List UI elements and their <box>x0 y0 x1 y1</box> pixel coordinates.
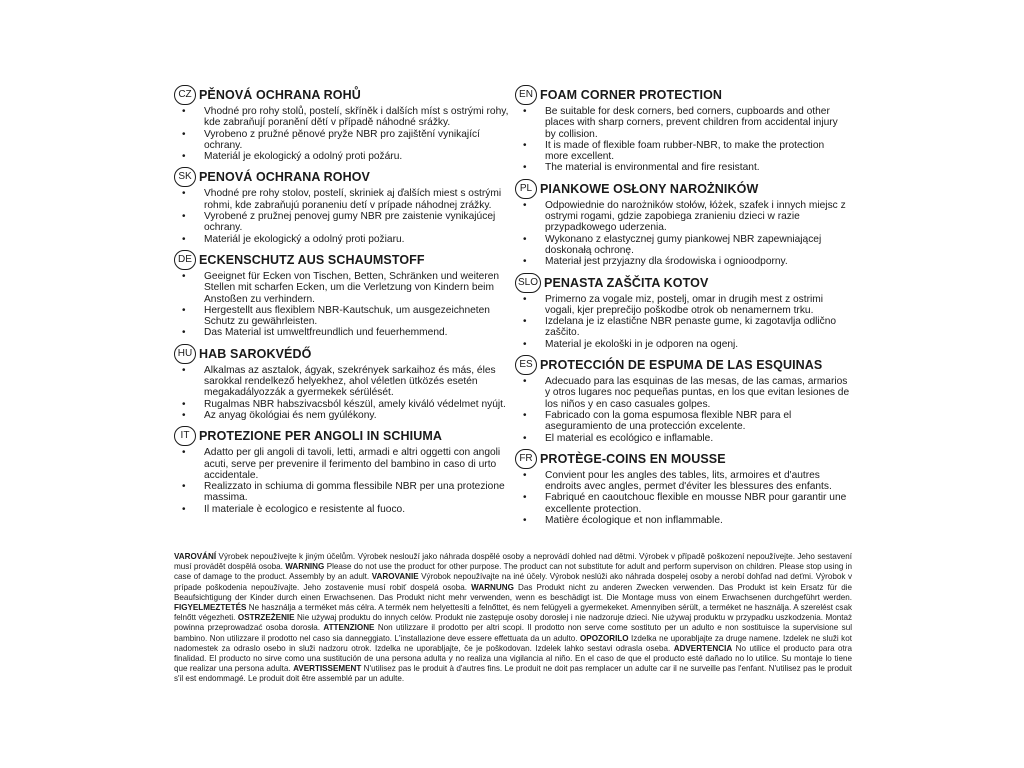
bullet-item: • Hergestellt aus flexiblem NBR-Kautschuk, um ausgezeichneten Schutz zu gewährleisten. <box>174 305 509 328</box>
bullet-item: • Matière écologique et non inflammable. <box>515 515 850 526</box>
warning-paragraph <box>174 552 852 685</box>
warning-label: OSTRZEŻENIE <box>237 613 295 623</box>
warning-text: Non utilizzare il prodotto per altri scopi. Il prodotto non serve come sostituto per un adulto e non sostituisce la supervisione sul bambino. Non utilizzare il prodotto nel caso sia danneggiato. L'installazione deve essere effettuata da un adulto. <box>174 623 852 643</box>
warning-label: ADVERTENCIA <box>673 643 733 653</box>
section-title: PENOVÁ OCHRANA ROHOV <box>199 170 370 185</box>
bullet-item: • Odpowiednie do narożników stołów, łóżek, szafek i innych miejsc z ostrymi rogami, gdzie zapobiega zranieniu dzieci w razie przypadkowego uderzenia. <box>515 200 850 234</box>
bullet-item: • Rugalmas NBR habszivacsból készül, amely kiváló védelmet nyújt. <box>174 399 509 410</box>
section-it <box>174 425 509 515</box>
bullet-item: • The material is environmental and fire resistant. <box>515 162 850 173</box>
warning-text: Please do not use the product for other purpose. The product can not substitute for adult and perform supervison on children. Please stop using in case of damage to the product. Assembly by an adult. <box>174 562 852 582</box>
bullet-item: • Il materiale è ecologico e resistente al fuoco. <box>174 504 509 515</box>
language-code-badge: SK <box>174 167 196 187</box>
warning-text: N'utilisez pas le produit à d'autres fins. Le produit ne doit pas remplacer un adulte car il ne surveille pas l'enfant. N'utilisez pas le produit s'il est endommagé. Le produit doit être assemblé par un adulte. <box>174 664 852 684</box>
left-column <box>174 84 509 519</box>
bullet-item: • Adecuado para las esquinas de las mesas, de las camas, armarios y otros lugares noc pequeñas puntas, en los que evitan lesiones de los niños y en caso casuales golpes. <box>515 376 850 410</box>
bullet-item: • Vyrobené z pružnej penovej gumy NBR pre zaistenie vynikajúcej ochrany. <box>174 211 509 234</box>
section-title: PIANKOWE OSŁONY NAROŻNIKÓW <box>540 181 759 196</box>
warning-text: Výrobok nepoužívajte na iné účely. Výrobok neslúži ako náhrada dospelej osoby a nerobí dohľad nad deťmi. Výrobok v prípade poškodenia nepoužívajte. Jeho zostavenie musí robiť dospelá osoba. <box>174 572 852 592</box>
section-en <box>515 84 850 174</box>
language-code-badge: DE <box>174 250 196 270</box>
section-header <box>174 425 509 447</box>
section-slo <box>515 272 850 350</box>
language-code-badge: CZ <box>174 85 196 105</box>
bullet-item: • Izdelana je iz elastične NBR penaste gume, ki zagotavlja odlično zaščito. <box>515 316 850 339</box>
bullet-item: • Realizzato in schiuma di gomma flessibile NBR per una protezione massima. <box>174 481 509 504</box>
bullet-item: • Fabriqué en caoutchouc flexible en mousse NBR pour garantir une excellente protection. <box>515 492 850 515</box>
warning-label: VAROVANIE <box>371 572 419 582</box>
bullet-item: • It is made of flexible foam rubber-NBR, to make the protection more excellent. <box>515 140 850 163</box>
language-code-badge: ES <box>515 355 537 375</box>
bullet-item: • El material es ecológico e inflamable. <box>515 433 850 444</box>
bullet-item: • Material je ekološki in je odporen na ogenj. <box>515 339 850 350</box>
bullet-list <box>174 106 509 162</box>
bullet-item: • Materiał jest przyjazny dla środowiska i ognioodporny. <box>515 256 850 267</box>
bullet-list <box>515 470 850 526</box>
warning-label: VAROVÁNÍ <box>174 552 217 561</box>
bullet-list <box>515 106 850 174</box>
warning-text: Izdelka ne uporabljajte za druge namene. Izdelek ne služi kot nadomestek za odraslo osebo in služi nadzoru otrok. Izdelka ne uporabljajte, če je poškodovan. Izdelek lahko sestavi odrasla oseba. <box>174 633 852 653</box>
warning-label: WARNING <box>285 562 325 572</box>
bullet-item: • Az anyag ökológiai és nem gyúlékony. <box>174 410 509 421</box>
section-title: FOAM CORNER PROTECTION <box>540 88 723 102</box>
bullet-item: • Convient pour les angles des tables, lits, armoires et d'autres endroits avec angles, permet d'éviter les blessures des enfants. <box>515 470 850 493</box>
bullet-item: • Wykonano z elastycznej gumy piankowej NBR zapewniającej doskonałą ochronę. <box>515 234 850 257</box>
language-code-badge: FR <box>515 449 537 469</box>
section-pl <box>515 178 850 268</box>
bullet-list <box>515 376 850 444</box>
section-title: PROTÈGE-COINS EN MOUSSE <box>540 451 726 466</box>
language-code-badge: IT <box>174 426 196 446</box>
bullet-list <box>174 447 509 515</box>
warning-label: FIGYELMEZTETÉS <box>174 603 247 613</box>
section-header <box>174 249 509 271</box>
warning-label: ATTENZIONE <box>323 623 375 633</box>
section-header <box>174 343 509 365</box>
warning-label: WARNUNG <box>471 582 514 592</box>
bullet-item: • Vyrobeno z pružné pěnové pryže NBR pro zajištění vynikající ochrany. <box>174 129 509 152</box>
section-sk <box>174 166 509 244</box>
bullet-item: • Geeignet für Ecken von Tischen, Betten, Schränken und weiteren Stellen mit scharfen Ecken, um die Verletzung von Kindern beim Anstoßen zu verhindern. <box>174 271 509 305</box>
bullet-item: • Fabricado con la goma espumosa flexible NBR para el aseguramiento de una protección excelente. <box>515 410 850 433</box>
section-cz <box>174 84 509 162</box>
section-es <box>515 354 850 444</box>
section-title: PROTECCIÓN DE ESPUMA DE LAS ESQUINAS <box>540 358 823 373</box>
bullet-list <box>174 188 509 244</box>
language-code-badge: PL <box>515 179 537 199</box>
bullet-list <box>515 200 850 268</box>
section-hu <box>174 343 509 421</box>
bullet-item: • Materiál je ekologický a odolný proti požáru. <box>174 151 509 162</box>
section-title: ECKENSCHUTZ AUS SCHAUMSTOFF <box>199 252 425 267</box>
warning-text: Ne használja a terméket más célra. A termék nem helyettesíti a felnőttet, és nem felügyeli a gyermekeket. Amennyiben sérült, a terméket ne használja. A szerelést csak felnőtt végezheti. <box>174 603 852 623</box>
bullet-list <box>174 365 509 421</box>
language-code-badge: HU <box>174 344 196 364</box>
bullet-list <box>515 294 850 350</box>
section-title: HAB SAROKVÉDŐ <box>199 346 312 361</box>
right-column <box>515 84 850 530</box>
bullet-item: • Materiál je ekologický a odolný proti požiaru. <box>174 234 509 245</box>
section-header <box>515 84 850 106</box>
bullet-item: • Vhodné pre rohy stolov, postelí, skriniek aj ďalších miest s ostrými rohmi, kde zabraňujú poraneniu detí v prípade náhodnej zrážky. <box>174 188 509 211</box>
warning-label: AVERTISSEMENT <box>293 664 362 674</box>
section-header <box>515 272 850 294</box>
bullet-item: • Be suitable for desk corners, bed corners, cupboards and other places with sharp corners, prevent children from accidental injury by collision. <box>515 106 850 140</box>
warning-text: Výrobek nepoužívejte k jiným účelům. Výrobek neslouží jako náhrada dospělé osoby a neprovádí dohled nad dětmi. Výrobek v případě poškození nepoužívejte. Jeho sestavení musí provádět dospělá osoba. <box>174 552 852 572</box>
section-title: PROTEZIONE PER ANGOLI IN SCHIUMA <box>199 429 443 444</box>
section-header <box>515 354 850 376</box>
section-de <box>174 249 509 339</box>
section-header <box>174 166 509 188</box>
language-code-badge: EN <box>515 85 537 105</box>
warning-text: Nie używaj produktu do innych celów. Produkt nie zastępuje osoby dorosłej i nie nadzoruje dzieci. Nie używaj produktu w przypadku uszkodzenia. Montaż powinna przeprowadzać osoba dorosła. <box>174 613 852 633</box>
bullet-item: • Vhodné pro rohy stolů, postelí, skříněk i dalších míst s ostrými rohy, kde zabraňují poranění dětí v případě náhodné srážky. <box>174 106 509 129</box>
bullet-item: • Das Material ist umweltfreundlich und feuerhemmend. <box>174 327 509 338</box>
warning-text: Das Produkt nicht zu anderen Zwecken verwenden. Das Produkt ist kein Ersatz für die Beaufsichtigung der Kinder durch einen Erwachsenen. Das Produkt nicht mehr verwenden, wenn es beschädigt ist. Die Montage muss von einem Erwachsenen durchgeführt werden. <box>174 582 852 602</box>
warning-label: OPOZORILO <box>580 633 629 643</box>
section-title: PENASTA ZAŠČITA KOTOV <box>544 275 709 290</box>
section-title: PĚNOVÁ OCHRANA ROHŮ <box>199 88 361 102</box>
section-fr <box>515 448 850 526</box>
bullet-item: • Alkalmas az asztalok, ágyak, szekrények sarkaihoz és más, éles sarokkal rendelkező helyekhez, ahol véletlen ütközés esetén megakadályozzák a gyermekek sérülését. <box>174 365 509 399</box>
section-header <box>515 448 850 470</box>
bullet-item: • Adatto per gli angoli di tavoli, letti, armadi e altri oggetti con angoli acuti, serve per prevenire il ferimento del bambino in caso di urto accidentale. <box>174 447 509 481</box>
language-code-badge: SLO <box>515 273 541 293</box>
warning-text: No utilice el producto para otra finalidad. El producto no sirve como una sustitución de una persona adulta y no realiza una vigilancia al niño. En el caso de que el producto esté dañado no lo utilice. Su montaje lo tiene que realizar una persona adulta. <box>174 643 853 674</box>
section-header <box>515 178 850 200</box>
bullet-list <box>174 271 509 339</box>
bullet-item: • Primerno za vogale miz, postelj, omar in drugih mest z ostrimi vogali, kjer preprečijo poškodbe otrok ob nenamernem trku. <box>515 294 850 317</box>
section-header <box>174 84 509 106</box>
